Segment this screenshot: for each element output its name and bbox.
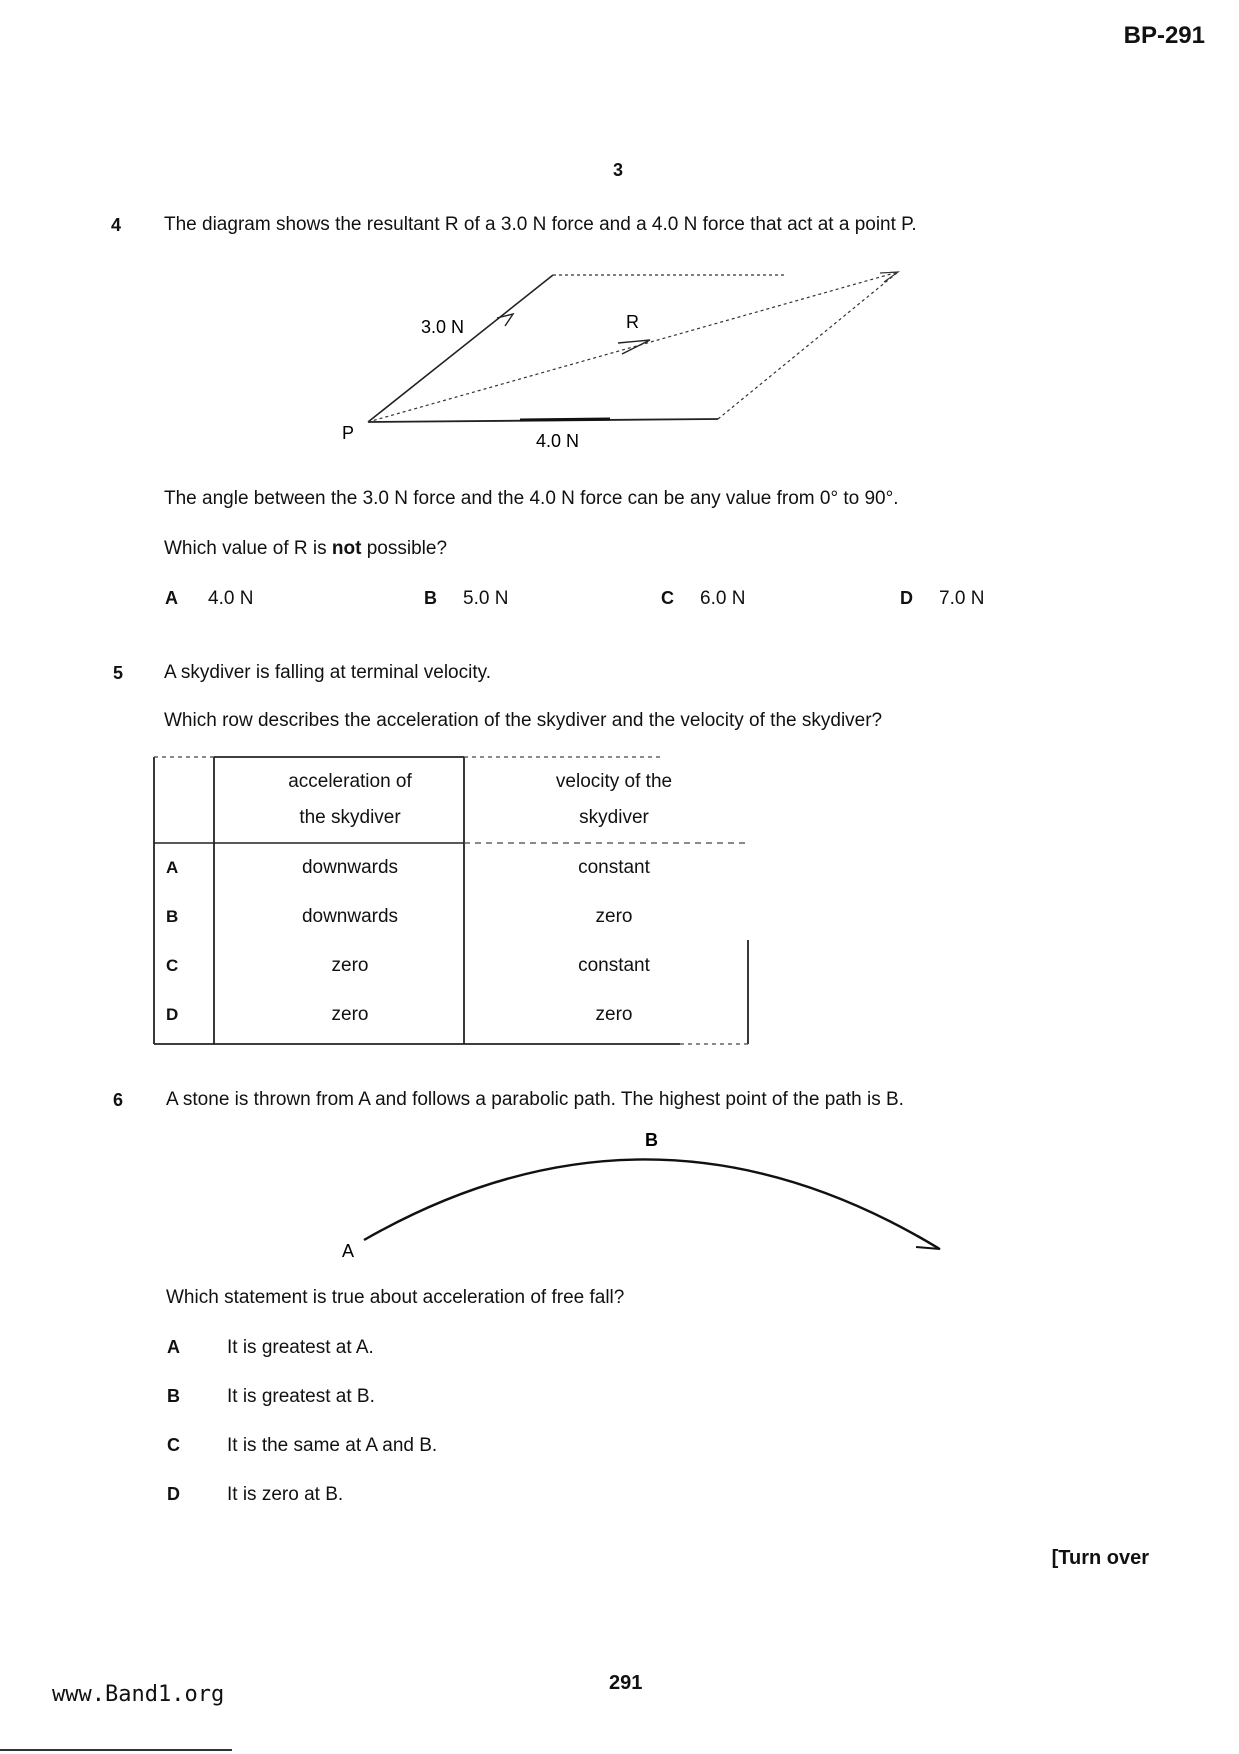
- table-header-acceleration-line2: the skydiver: [299, 807, 401, 828]
- q4-question-pre: Which value of R is: [164, 538, 332, 559]
- table-header-acceleration-line1: acceleration of: [288, 771, 412, 792]
- q4-question-post: possible?: [361, 538, 448, 559]
- q5-question: Which row describes the acceleration of the skydiver and the velocity of the skydiver?: [164, 710, 883, 731]
- q4-stem: The diagram shows the resultant R of a 3.0 N force and a 4.0 N force that act at a point P.: [164, 214, 917, 235]
- website-link[interactable]: www.Band1.org: [52, 1682, 225, 1707]
- q6-option-c-text: It is the same at A and B.: [227, 1435, 438, 1456]
- row-velocity: zero: [595, 905, 633, 927]
- q6-number: 6: [113, 1090, 124, 1110]
- footer-page-number: 291: [609, 1672, 643, 1694]
- row-acceleration: zero: [331, 954, 369, 976]
- q4-option-a-letter: A: [165, 588, 178, 608]
- q4-option-c-letter: C: [661, 588, 674, 608]
- q6-stem: A stone is thrown from A and follows a parabolic path. The highest point of the path is B.: [166, 1089, 904, 1110]
- q4-option-c-text: 6.0 N: [700, 588, 746, 609]
- row-velocity: constant: [578, 954, 650, 976]
- q6-option-d[interactable]: [167, 1484, 343, 1506]
- q6-option-a[interactable]: [167, 1337, 374, 1359]
- q6-option-a-text: It is greatest at A.: [227, 1337, 374, 1358]
- table-header-velocity-line1: velocity of the: [555, 771, 673, 792]
- q6-option-a-letter: A: [167, 1337, 180, 1357]
- q5-stem: A skydiver is falling at terminal velocity.: [164, 662, 491, 683]
- q6-option-c-letter: C: [167, 1435, 180, 1455]
- q4-option-a-text: 4.0 N: [208, 588, 254, 609]
- label-b: B: [645, 1130, 658, 1150]
- q4-option-d-text: 7.0 N: [939, 588, 985, 609]
- row-velocity: constant: [578, 856, 650, 878]
- row-letter: A: [166, 857, 179, 877]
- turn-over: [Turn over: [1051, 1547, 1149, 1569]
- q4-option-d-letter: D: [900, 588, 913, 608]
- table-header-velocity-line2: skydiver: [579, 807, 649, 828]
- q4-question-bold: not: [331, 538, 362, 559]
- label-a: A: [342, 1241, 355, 1261]
- footer-divider: [0, 1749, 232, 1751]
- q6-option-b-text: It is greatest at B.: [227, 1386, 375, 1407]
- row-acceleration: downwards: [301, 905, 399, 927]
- q6-question: Which statement is true about acceleration of free fall?: [166, 1287, 625, 1308]
- q5-number: 5: [113, 663, 124, 683]
- q6-option-c[interactable]: [167, 1435, 437, 1457]
- paper-code: BP-291: [1123, 22, 1205, 49]
- label-3n: 3.0 N: [421, 317, 465, 337]
- q4-angle-text: The angle between the 3.0 N force and the 4.0 N force can be any value from 0° to 90°.: [164, 488, 899, 509]
- row-acceleration: downwards: [301, 856, 399, 878]
- row-letter: D: [166, 1004, 179, 1024]
- path-arrowhead: [916, 1236, 940, 1249]
- page-number: 3: [613, 160, 624, 180]
- q6-option-b[interactable]: [167, 1386, 375, 1408]
- q4-number: 4: [111, 215, 122, 235]
- row-velocity: zero: [595, 1003, 633, 1025]
- q4-option-b-letter: B: [424, 588, 437, 608]
- label-r: R: [626, 312, 639, 332]
- row-letter: B: [166, 906, 179, 926]
- label-p: P: [342, 423, 355, 443]
- row-acceleration: zero: [331, 1003, 369, 1025]
- q6-option-d-text: It is zero at B.: [227, 1484, 344, 1505]
- q4-option-b-text: 5.0 N: [463, 588, 509, 609]
- q6-option-d-letter: D: [167, 1484, 180, 1504]
- label-4n: 4.0 N: [536, 431, 580, 451]
- row-letter: C: [166, 955, 179, 975]
- parabolic-path: [364, 1159, 938, 1248]
- q6-option-b-letter: B: [167, 1386, 180, 1406]
